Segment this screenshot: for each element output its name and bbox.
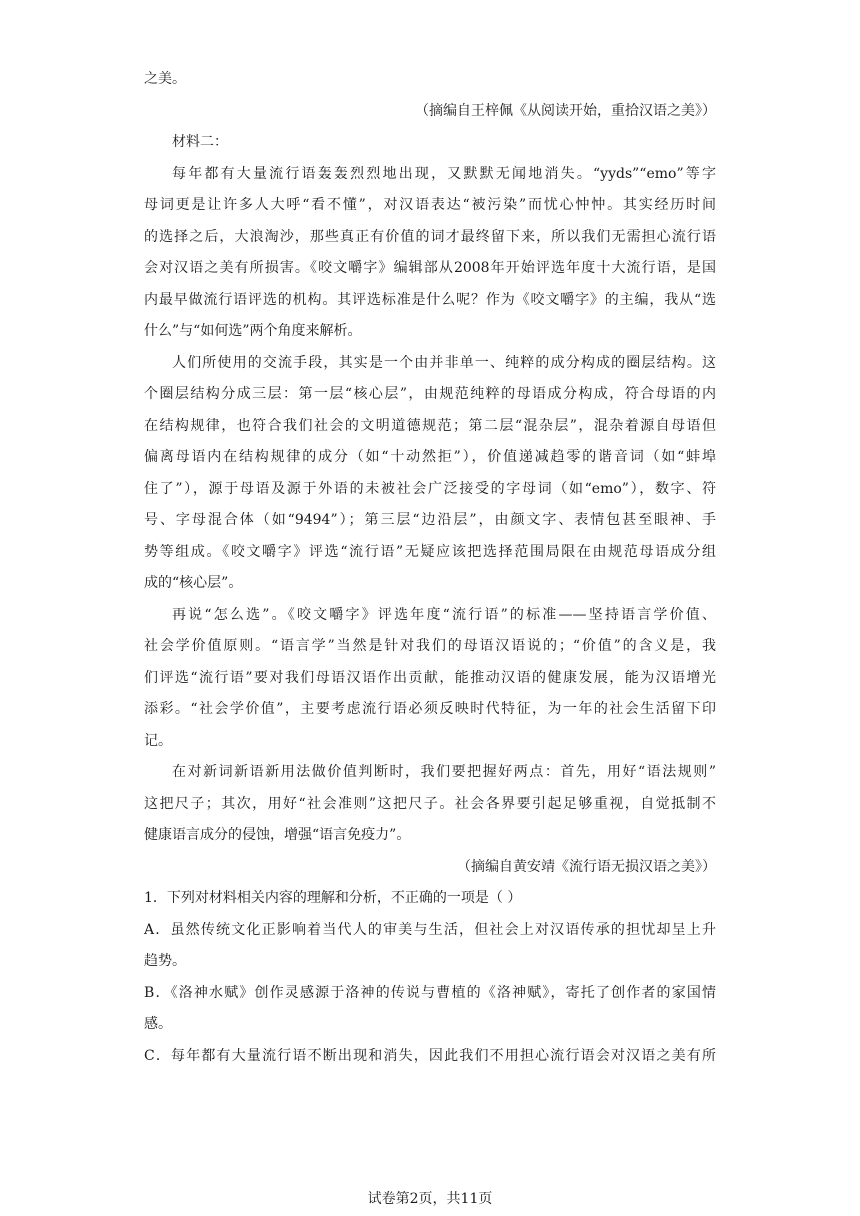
text-line: 趋势。 (144, 953, 186, 969)
text-line: 添彩。“社会学价值”，主要考虑流行语必须反映时代特征，为一年的社会生活留下印 (144, 701, 716, 717)
text-line: 们评选“流行语”要对我们母语汉语作出贡献，能推动汉语的健康发展，能为汉语增光 (144, 669, 716, 686)
text-line: 什么”与“如何选”两个角度来解析。 (144, 323, 362, 339)
text-line: 之美。 (144, 71, 186, 87)
text-line: 健康语言成分的侵蚀，增强“语言免疫力”。 (144, 827, 411, 843)
document-body (144, 64, 716, 1072)
text-line: 在结构规律，也符合我们社会的文明道德规范；第二层“混杂层”，混杂着源自母语但 (144, 417, 716, 434)
text-line: （摘编自王梓佩《从阅读开始，重拾汉语之美》） (415, 102, 716, 119)
text-line: 内最早做流行语评选的机构。其评选标准是什么呢？作为《咬文嚼字》的主编，我从“选 (144, 291, 716, 308)
page-footer: 试卷第2页，共11页 (367, 1191, 493, 1207)
text-line: 会对汉语之美有所损害。《咬文嚼字》编辑部从2008年开始评选年度十大流行语，是国 (144, 260, 716, 276)
text-line: 住了”），源于母语及源于外语的未被社会广泛接受的字母词（如“emo”），数字、符 (144, 480, 716, 497)
text-line: 这把尺子；其次，用好“社会准则”这把尺子。社会各界要引起足够重视，自觉抵制不 (144, 795, 716, 812)
text-line: 每年都有大量流行语轰轰烈烈地出现，又默默无闻地消失。“yyds”“emo”等字 (172, 165, 716, 182)
text-line: 的选择之后，大浪淘沙，那些真正有价值的词才最终留下来，所以我们无需担心流行语 (144, 228, 716, 245)
text-line: 再说“怎么选”。《咬文嚼字》评选年度“流行语”的标准——坚持语言学价值、 (172, 606, 716, 623)
text-line: 社会学价值原则。“语言学”当然是针对我们的母语汉语说的；“价值”的含义是，我 (144, 638, 716, 654)
text-line: B．《洛神水赋》创作灵感源于洛神的传说与曹植的《洛神赋》，寄托了创作者的家国情 (144, 984, 716, 1001)
text-line: 势等组成。《咬文嚼字》评选“流行语”无疑应该把选择范围局限在由规范母语成分组 (144, 543, 716, 560)
text-line: C．每年都有大量流行语不断出现和消失，因此我们不用担心流行语会对汉语之美有所 (144, 1047, 716, 1064)
text-line: 母词更是让许多人大呼“看不懂”，对汉语表达“被污染”而忧心忡忡。其实经历时间 (144, 197, 716, 213)
text-line: 材料二： (172, 134, 228, 150)
text-line: 1．下列对材料相关内容的理解和分析，不正确的一项是（ ） (144, 890, 522, 906)
text-line: 在对新词新语新用法做价值判断时，我们要把握好两点：首先，用好“语法规则” (172, 764, 716, 780)
text-line: 个圈层结构分成三层：第一层“核心层”，由规范纯粹的母语成分构成，符合母语的内 (144, 386, 716, 402)
text-line: 号、字母混合体（如“9494”）；第三层“边沿层”，由颜文字、表情包甚至眼神、手 (144, 512, 716, 528)
text-line: （摘编自黄安靖《流行语无损汉语之美》） (457, 858, 716, 875)
text-line: 成的“核心层”。 (144, 575, 243, 591)
text-line: 感。 (144, 1016, 172, 1032)
text-line: 记。 (144, 732, 172, 749)
text-line: 人们所使用的交流手段，其实是一个由并非单一、纯粹的成分构成的圈层结构。这 (172, 354, 716, 371)
text-line: 偏离母语内在结构规律的成分（如“十动然拒”），价值递减趋零的谐音词（如“蚌埠 (144, 449, 716, 465)
text-line: A．虽然传统文化正影响着当代人的审美与生活，但社会上对汉语传承的担忧却呈上升 (144, 921, 716, 938)
